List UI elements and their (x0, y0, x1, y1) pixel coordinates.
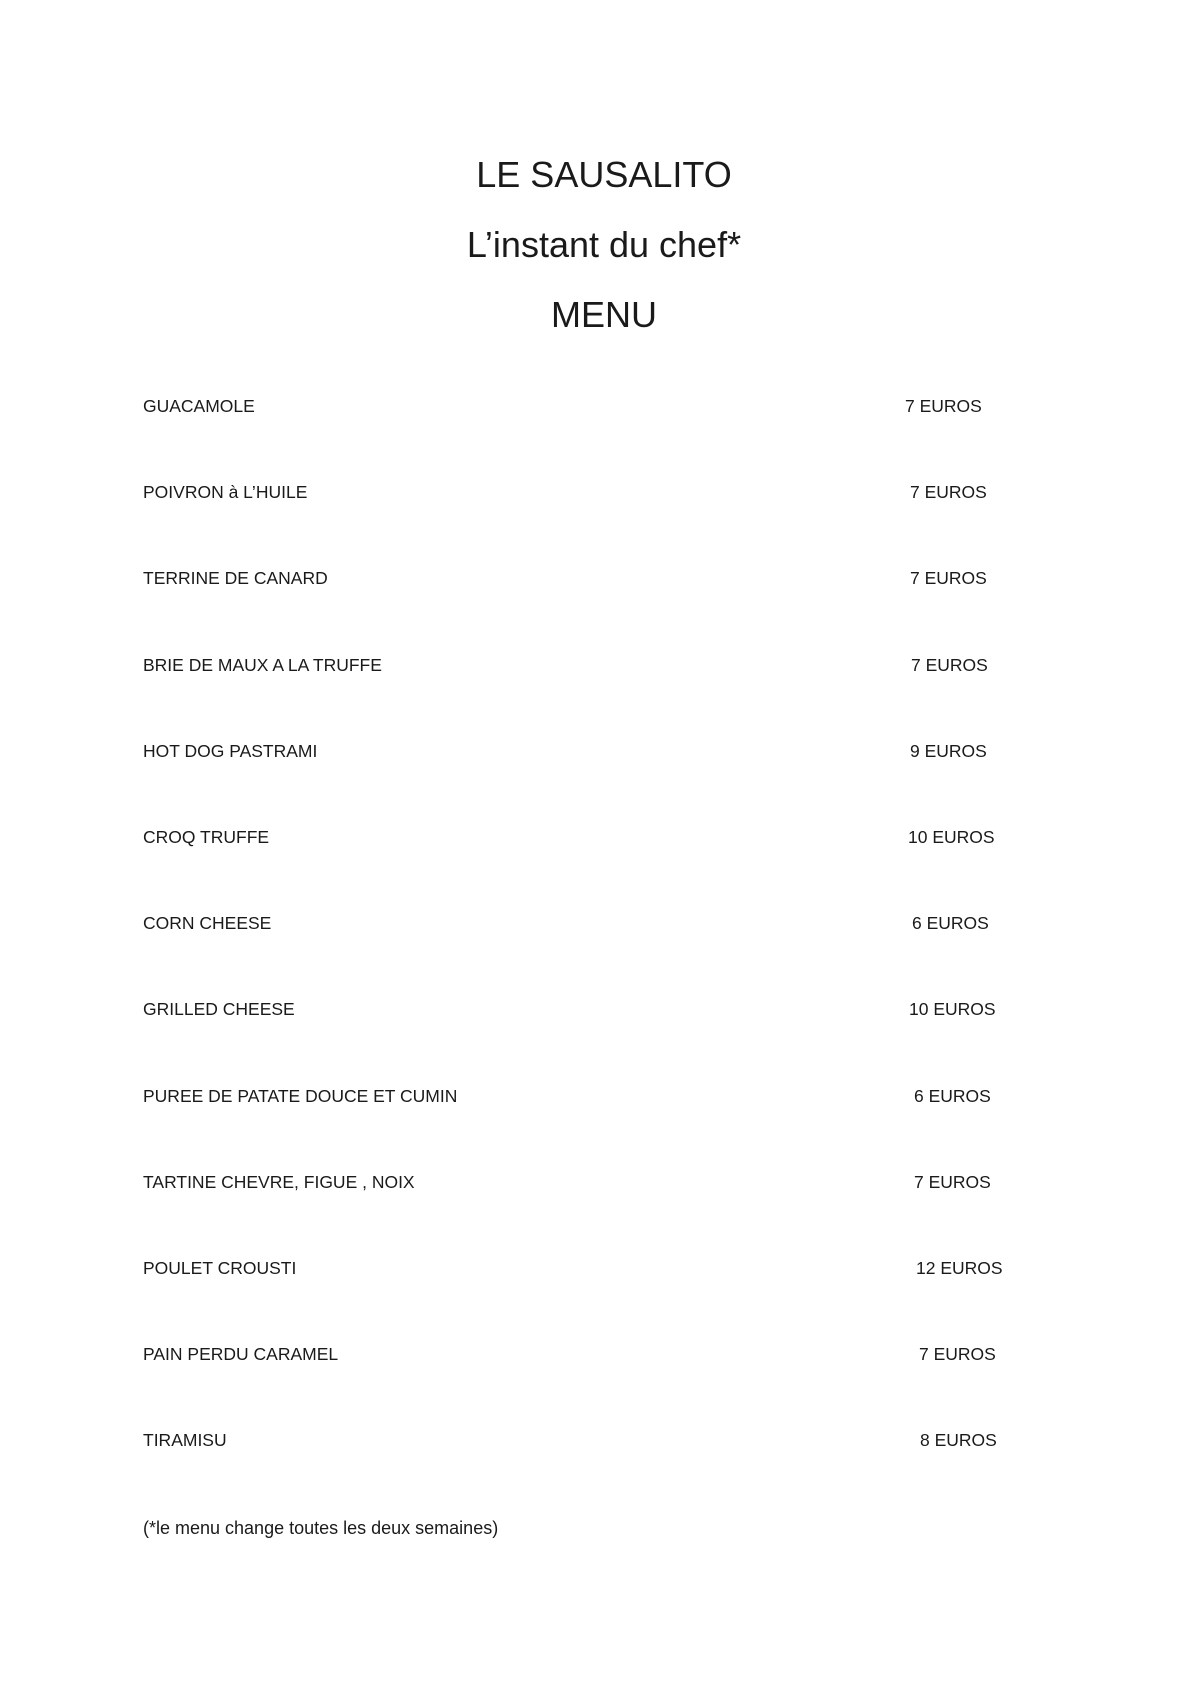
menu-items-list (143, 394, 1043, 1514)
item-name: POULET CROUSTI (143, 1257, 297, 1278)
item-name: TERRINE DE CANARD (143, 568, 328, 589)
menu-item (143, 1084, 1043, 1170)
menu-item (143, 653, 1043, 739)
menu-footnote: (*le menu change toutes les deux semaines) (143, 1518, 499, 1538)
item-name: PUREE DE PATATE DOUCE ET CUMIN (143, 1085, 458, 1106)
item-name: PAIN PERDU CARAMEL (143, 1344, 339, 1365)
menu-subtitle: L’instant du chef* (466, 224, 742, 265)
menu-item (143, 480, 1043, 566)
item-name: BRIE DE MAUX A LA TRUFFE (143, 654, 382, 675)
item-name: CORN CHEESE (143, 913, 272, 934)
menu-item (143, 911, 1043, 997)
item-price: 7 EUROS (910, 568, 987, 589)
item-name: TARTINE CHEVRE, FIGUE , NOIX (143, 1171, 415, 1192)
menu-header (0, 140, 1200, 350)
menu-label: MENU (551, 294, 657, 335)
item-price: 8 EUROS (920, 1430, 997, 1451)
item-price: 7 EUROS (919, 1344, 996, 1365)
item-name: POIVRON à L’HUILE (143, 482, 308, 503)
item-name: TIRAMISU (143, 1430, 227, 1451)
item-price: 12 EUROS (916, 1257, 1003, 1278)
item-price: 7 EUROS (911, 654, 988, 675)
item-price: 7 EUROS (914, 1171, 991, 1192)
menu-item (143, 1256, 1043, 1342)
item-name: HOT DOG PASTRAMI (143, 740, 318, 761)
menu-item (143, 1428, 1043, 1514)
menu-item (143, 739, 1043, 825)
menu-item (143, 825, 1043, 911)
item-price: 9 EUROS (910, 740, 987, 761)
menu-item (143, 1170, 1043, 1256)
item-name: CROQ TRUFFE (143, 826, 270, 847)
menu-item (143, 997, 1043, 1083)
menu-item (143, 394, 1043, 480)
menu-item (143, 566, 1043, 652)
item-price: 6 EUROS (914, 1085, 991, 1106)
item-price: 6 EUROS (912, 913, 989, 934)
menu-item (143, 1342, 1043, 1428)
item-price: 10 EUROS (908, 826, 995, 847)
item-price: 7 EUROS (910, 482, 987, 503)
restaurant-name: LE SAUSALITO (476, 154, 732, 195)
item-price: 7 EUROS (905, 396, 982, 416)
item-price: 10 EUROS (909, 999, 996, 1020)
item-name: GUACAMOLE (143, 396, 255, 416)
item-name: GRILLED CHEESE (143, 999, 295, 1020)
